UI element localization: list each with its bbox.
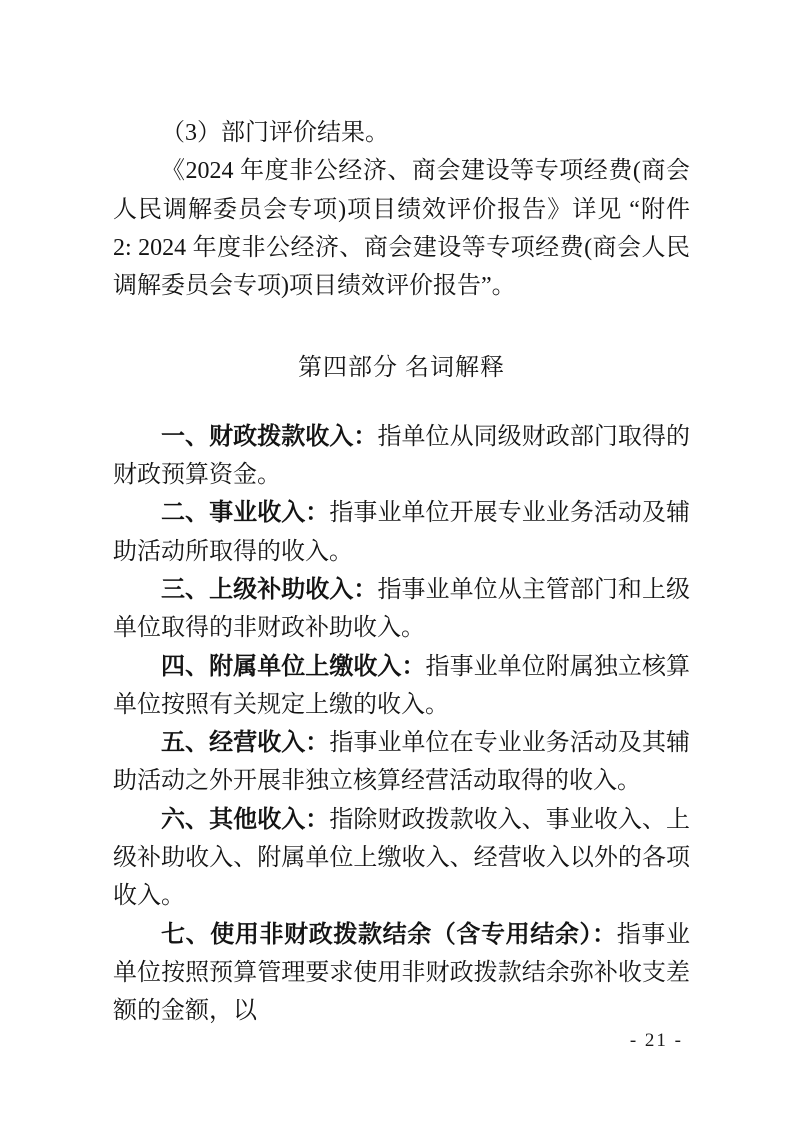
paragraph-report-reference: 《2024 年度非公经济、商会建设等专项经费(商会人民调解委员会专项)项目绩效评价报告》详见 “附件 2: 2024 年度非公经济、商会建设等专项经费(商会人民调解委员会专项)项目绩效评价报告”。: [113, 158, 690, 300]
definition-item-3: [113, 571, 690, 648]
definition-text: 指事业单位按照预算管理要求使用非财政拨款结余弥补收支差额的金额，以: [113, 921, 691, 1025]
definition-text: 指事业单位从主管部门和上级单位取得的非财政补助收入。: [113, 576, 691, 642]
definition-text: 指单位从同级财政部门取得的财政预算资金。: [113, 423, 691, 489]
definition-text: 指除财政拨款收入、事业收入、上级补助收入、附属单位上缴收入、经营收入以外的各项收入。: [113, 806, 691, 910]
definition-term: 一、财政拨款收入：: [161, 423, 378, 450]
definition-term: 二、事业收入：: [161, 500, 330, 527]
definition-term: 三、上级补助收入：: [161, 576, 378, 603]
definition-item-1: [113, 418, 690, 495]
definition-item-2: [113, 494, 690, 571]
definition-term: 六、其他收入：: [161, 806, 330, 833]
section-heading: 第四部分 名词解释: [298, 355, 505, 382]
definition-item-7: [113, 916, 690, 1031]
definition-text: 指事业单位开展专业业务活动及辅助活动所取得的收入。: [113, 500, 691, 565]
page-number: - 21 -: [629, 1030, 683, 1051]
definition-term: 五、经营收入：: [161, 730, 330, 757]
definition-text: 指事业单位在专业业务活动及其辅助活动之外开展非独立核算经营活动取得的收入。: [113, 730, 691, 795]
paragraph-dept-eval-result: （3）部门评价结果。: [161, 120, 389, 146]
definition-item-4: [113, 648, 690, 725]
definition-term: 四、附属单位上缴收入：: [161, 653, 426, 680]
definition-item-5: [113, 724, 690, 801]
definition-term: 七、使用非财政拨款结余（含专用结余）：: [161, 921, 617, 948]
definition-item-6: [113, 801, 690, 916]
definition-text: 指事业单位附属独立核算单位按照有关规定上缴的收入。: [113, 653, 691, 718]
